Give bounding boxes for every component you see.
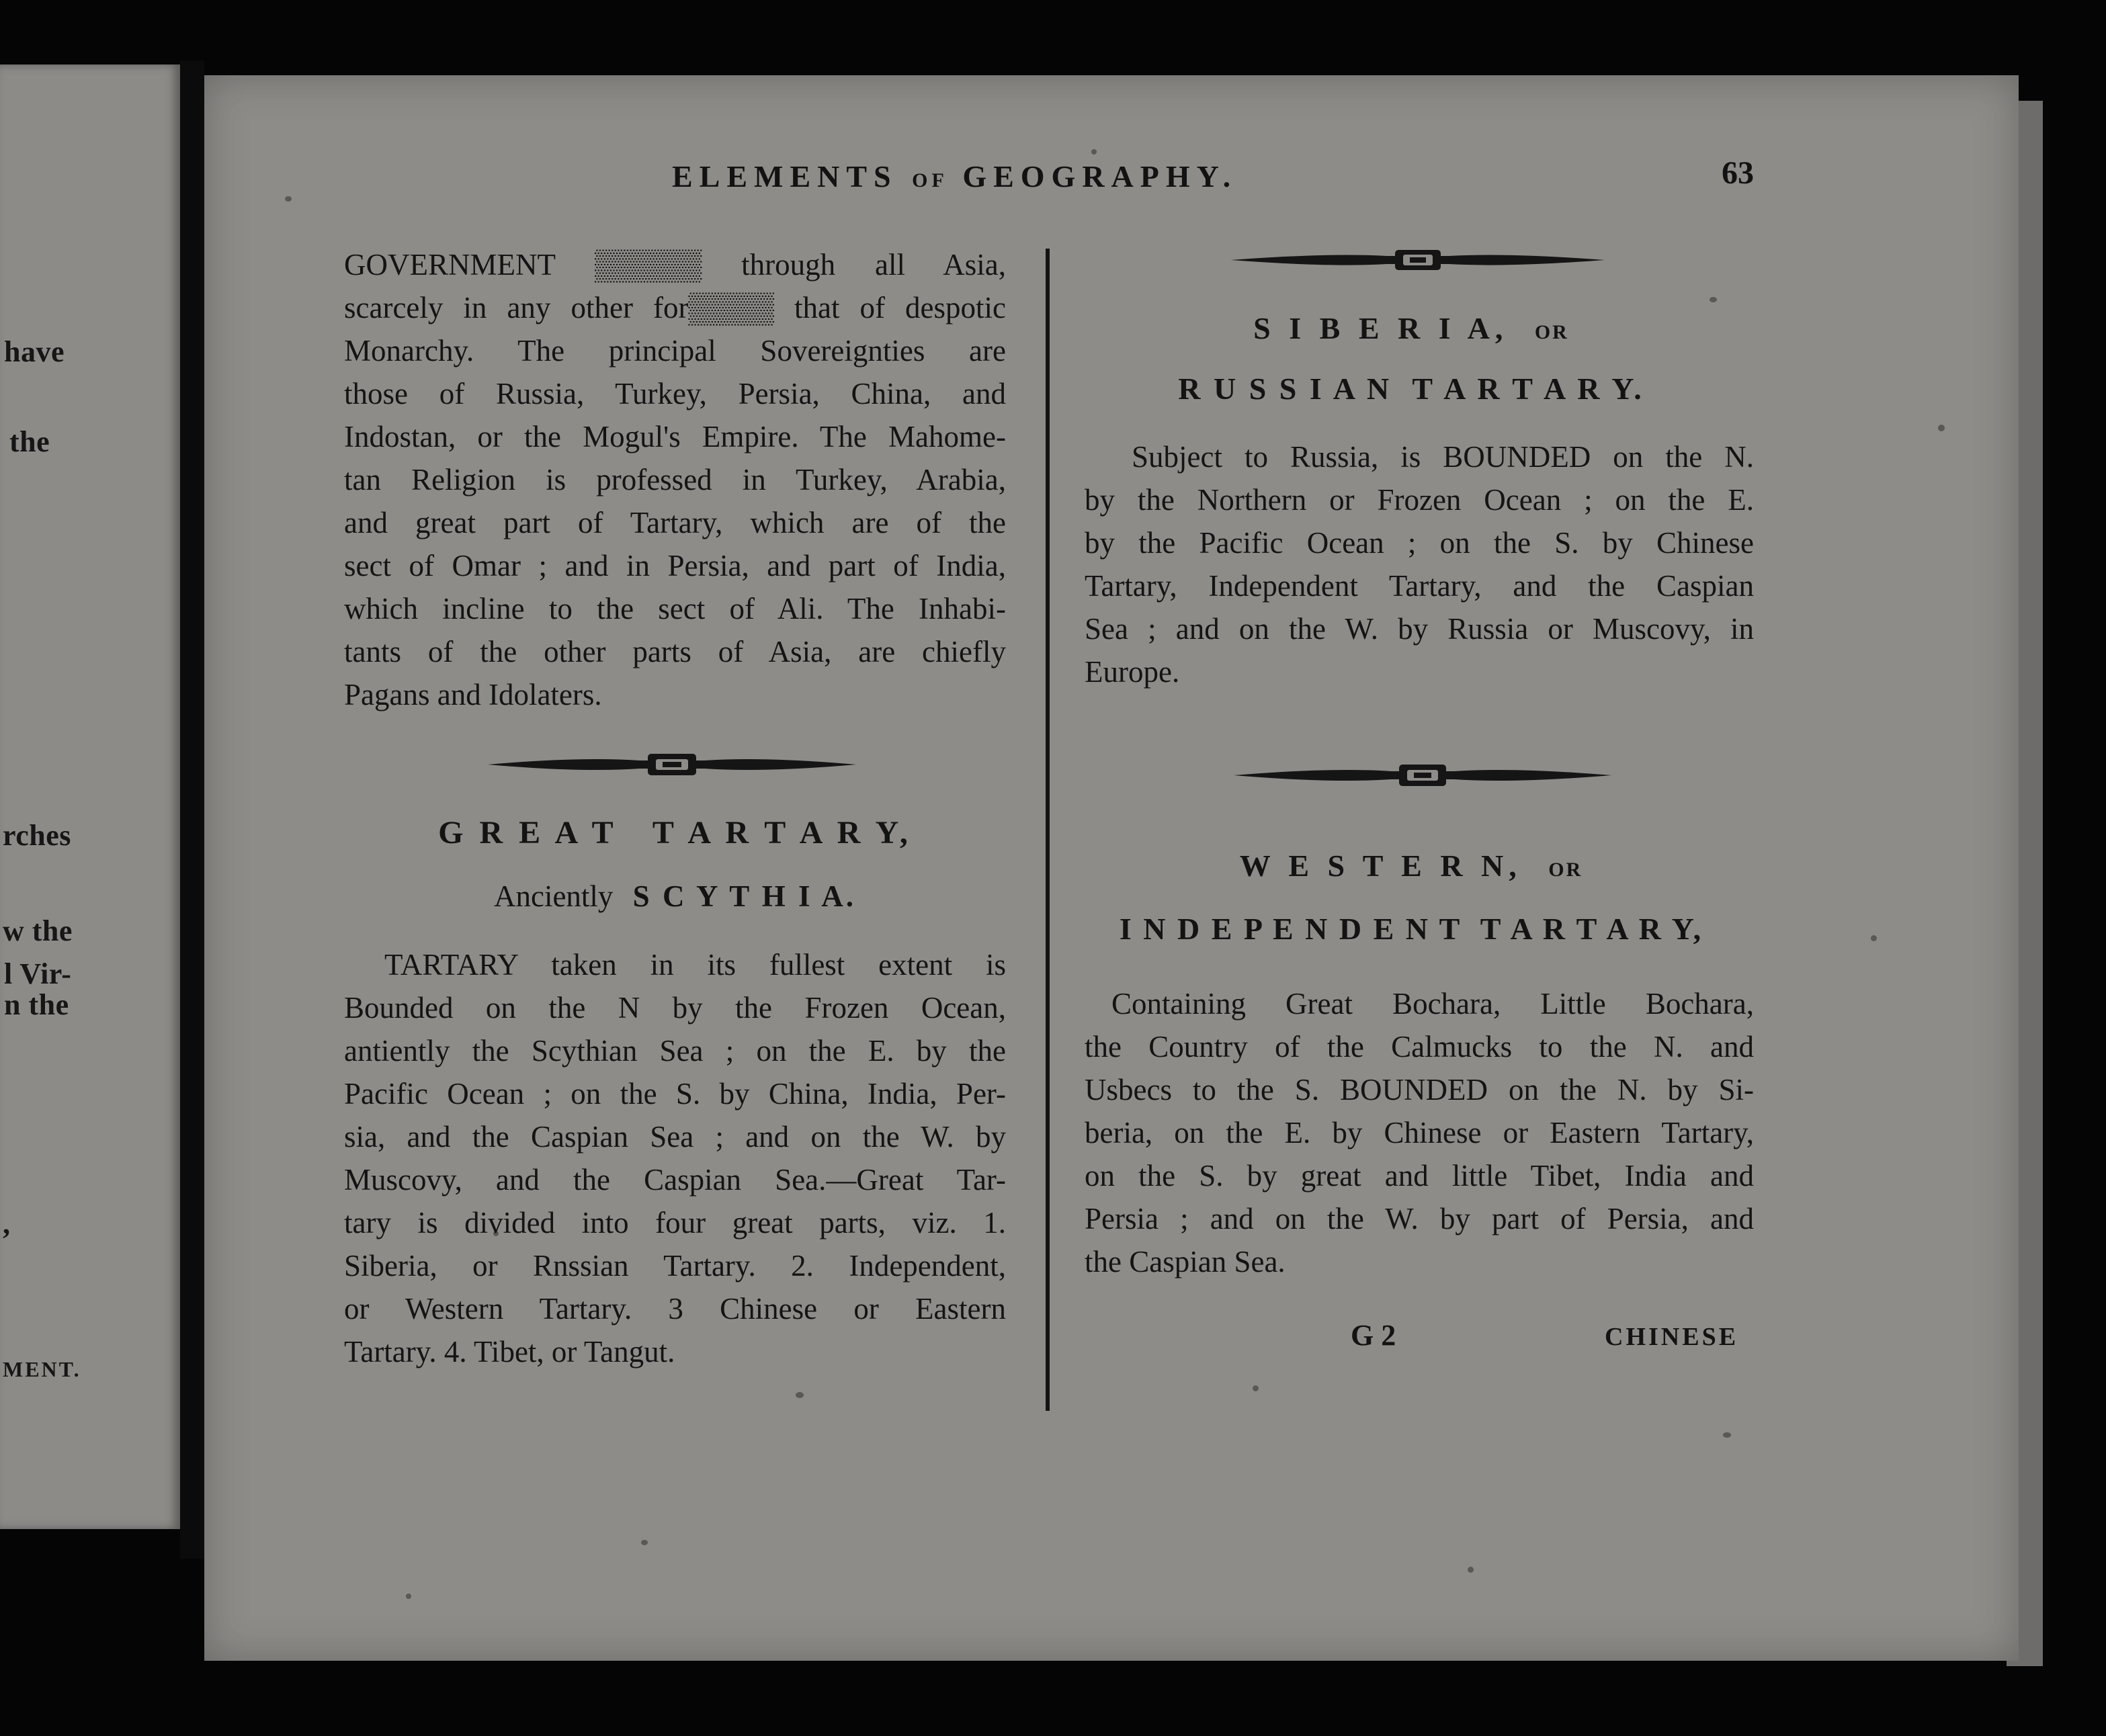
page-gutter bbox=[180, 60, 204, 1559]
anciently-prefix: Anciently bbox=[493, 879, 614, 913]
text-line: Pagans and Idolaters. bbox=[344, 678, 602, 711]
left-fragment: have bbox=[4, 335, 65, 368]
text-line: tan Religion is professed in Turkey, Arabia, bbox=[344, 463, 1006, 496]
ornamental-rule bbox=[485, 746, 859, 783]
running-head bbox=[672, 159, 1237, 194]
text-line: by the Northern or Frozen Ocean ; on the E. bbox=[1085, 483, 1754, 517]
western-heading bbox=[1075, 848, 1747, 883]
column-rule bbox=[1046, 249, 1050, 1411]
great-tartary-heading: G R E A T T A R T A R Y, bbox=[438, 815, 912, 851]
text-line: sia, and the Caspian Sea ; and on the W. by bbox=[344, 1120, 1006, 1154]
text-line: Muscovy, and the Caspian Sea.—Great Tar- bbox=[344, 1163, 1006, 1197]
left-fragment: n the bbox=[4, 988, 69, 1021]
independent-tartary-heading: I N D E P E N D E N T T A R T A R Y, bbox=[1119, 912, 1703, 946]
ornamental-rule bbox=[1228, 243, 1607, 277]
text-line: Containing Great Bochara, Little Bochara, bbox=[1111, 987, 1754, 1021]
text-line: tary is divided into four great parts, viz. 1. bbox=[344, 1206, 1006, 1240]
siberia-heading bbox=[1075, 310, 1747, 346]
siberia-title: S I B E R I A, bbox=[1253, 311, 1509, 345]
left-fragment: l Vir- bbox=[4, 957, 72, 990]
russian-tartary-heading: R U S S I A N T A R T A R Y. bbox=[1178, 372, 1644, 406]
text-line: Tartary. 4. Tibet, or Tangut. bbox=[344, 1335, 675, 1369]
text-line: Sea ; and on the W. by Russia or Muscovy, in bbox=[1085, 612, 1754, 646]
anciently-line bbox=[344, 879, 1006, 914]
text-line: antiently the Scythian Sea ; on the E. by the bbox=[344, 1034, 1006, 1068]
text-line: Persia ; and on the W. by part of Persia, and bbox=[1085, 1202, 1754, 1235]
western-title: W E S T E R N, bbox=[1239, 849, 1522, 883]
text-line: sect of Omar ; and in Persia, and part of India, bbox=[344, 549, 1006, 582]
text-line: Siberia, or Rnssian Tartary. 2. Independent, bbox=[344, 1249, 1006, 1283]
text-line: Subject to Russia, is BOUNDED on the N. bbox=[1132, 440, 1754, 474]
text-line: Pacific Ocean ; on the S. by China, India, Per- bbox=[344, 1077, 1006, 1111]
ornamental-rule bbox=[1231, 756, 1614, 794]
text-line: Bounded on the N by the Frozen Ocean, bbox=[344, 991, 1006, 1025]
scythia-name: S C Y T H I A. bbox=[632, 879, 857, 913]
left-fragment: the bbox=[9, 425, 50, 458]
text-line: Indostan, or the Mogul's Empire. The Mahome- bbox=[344, 420, 1006, 453]
text-line: or Western Tartary. 3 Chinese or Eastern bbox=[344, 1292, 1006, 1326]
text-line: beria, on the E. by Chinese or Eastern Tartary, bbox=[1085, 1116, 1754, 1149]
left-fragment: w the bbox=[3, 914, 73, 947]
text-line: and great part of Tartary, which are of the bbox=[344, 506, 1006, 539]
siberia-or: OR bbox=[1534, 321, 1569, 343]
text-line: those of Russia, Turkey, Persia, China, and bbox=[344, 377, 1006, 410]
signature-mark: G 2 bbox=[1351, 1319, 1396, 1352]
running-head-title-end: GEOGRAPHY. bbox=[962, 159, 1238, 193]
text-line: the Caspian Sea. bbox=[1085, 1245, 1286, 1278]
western-paragraph bbox=[1085, 982, 1754, 1283]
text-line: Usbecs to the S. BOUNDED on the N. by Si- bbox=[1085, 1073, 1754, 1106]
page-number: 63 bbox=[1722, 155, 1754, 191]
running-head-of: OF bbox=[912, 169, 948, 191]
text-line: scarcely in any other for▒▒▒▒ that of despotic bbox=[344, 291, 1006, 324]
text-line: GOVERNMENT ▒▒▒▒▒ through all Asia, bbox=[344, 248, 1006, 281]
text-line: Tartary, Independent Tartary, and the Caspian bbox=[1085, 569, 1754, 603]
text-line: Monarchy. The principal Sovereignties are bbox=[344, 334, 1006, 367]
text-line: tants of the other parts of Asia, are chiefly bbox=[344, 635, 1006, 668]
previous-page-fragment bbox=[0, 64, 180, 1529]
text-line: which incline to the sect of Ali. The Inhabi- bbox=[344, 592, 1006, 625]
text-line: by the Pacific Ocean ; on the S. by Chinese bbox=[1085, 526, 1754, 560]
text-line: the Country of the Calmucks to the N. and bbox=[1085, 1030, 1754, 1064]
left-fragment: rches bbox=[3, 819, 71, 852]
tartary-paragraph bbox=[344, 943, 1006, 1373]
text-line: on the S. by great and little Tibet, India and bbox=[1085, 1159, 1754, 1192]
text-line: Europe. bbox=[1085, 655, 1180, 689]
catchword: CHINESE bbox=[1605, 1323, 1739, 1351]
western-or: OR bbox=[1548, 859, 1583, 881]
running-head-title: ELEMENTS bbox=[672, 159, 898, 193]
left-fragment: , bbox=[3, 1207, 11, 1240]
left-fragment: MENT. bbox=[3, 1357, 81, 1381]
government-paragraph bbox=[344, 243, 1006, 716]
siberia-paragraph bbox=[1085, 435, 1754, 693]
text-line: TARTARY taken in its fullest extent is bbox=[384, 948, 1006, 982]
